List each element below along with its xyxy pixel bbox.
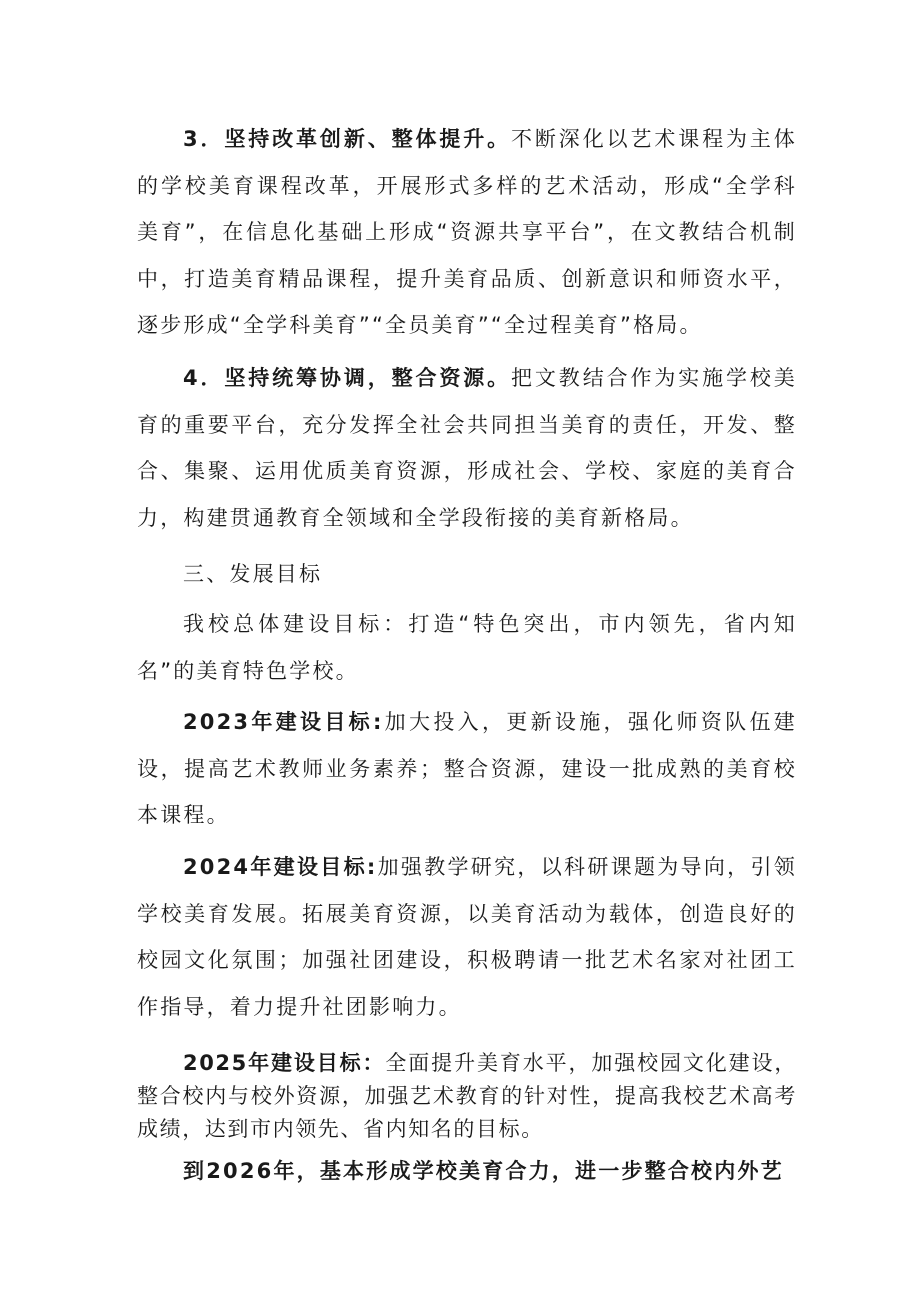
paragraph-lead: 2025年建设目标： bbox=[183, 1051, 386, 1075]
paragraph-goal-2024 bbox=[137, 844, 797, 1030]
paragraph-lead: 到2026年，基本形成学校美育合力，进一步整合校内外艺 bbox=[183, 1159, 784, 1183]
paragraph-principle-3 bbox=[137, 116, 797, 349]
paragraph-lead: 2023年建设目标: bbox=[183, 710, 384, 734]
paragraph-overall-goal: 我校总体建设目标：打造“特色突出，市内领先，省内知名”的美育特色学校。 bbox=[137, 612, 797, 683]
paragraph-goal-2023 bbox=[137, 699, 797, 839]
paragraph-body: 不断深化以艺术课程为主体的学校美育课程改革，开展形式多样的艺术活动，形成“全学科美育”，在信息化基础上形成“资源共享平台”，在文教结合机制中，打造美育精品课程，提升美育品质、创新意识和师资水平，逐步形成“全学科美育”“全员美育”“全过程美育”格局。 bbox=[137, 127, 797, 337]
paragraph-body: 加强教学研究，以科研课题为导向，引领学校美育发展。拓展美育资源，以美育活动为载体，创造良好的校园文化氛围；加强社团建设，积极聘请一批艺术名家对社团工作指导，着力提升社团影响力。 bbox=[137, 855, 797, 1019]
section-heading: 三、发展目标 bbox=[183, 562, 323, 586]
paragraph-body: 把文教结合作为实施学校美育的重要平台，充分发挥全社会共同担当美育的责任，开发、整合、集聚、运用优质美育资源，形成社会、学校、家庭的美育合力，构建贯通教育全领域和全学段衔接的美育新格局。 bbox=[137, 366, 797, 530]
paragraph-lead: 3．坚持改革创新、整体提升。 bbox=[183, 127, 512, 151]
paragraph-goal-2025 bbox=[137, 1047, 797, 1146]
paragraph-lead: 2024年建设目标: bbox=[183, 855, 378, 879]
paragraph-lead: 4．坚持统筹协调，整合资源。 bbox=[183, 366, 512, 390]
paragraph-body: 加大投入，更新设施，强化师资队伍建设，提高艺术教师业务素养；整合资源，建设一批成熟的美育校本课程。 bbox=[137, 710, 797, 827]
paragraph-body: 全面提升美育水平，加强校园文化建设，整合校内与校外资源，加强艺术教育的针对性，提高我校艺术高考成绩，达到市内领先、省内知名的目标。 bbox=[137, 1051, 797, 1141]
paragraph-principle-4 bbox=[137, 355, 797, 541]
paragraph-goal-2026 bbox=[137, 1148, 797, 1195]
